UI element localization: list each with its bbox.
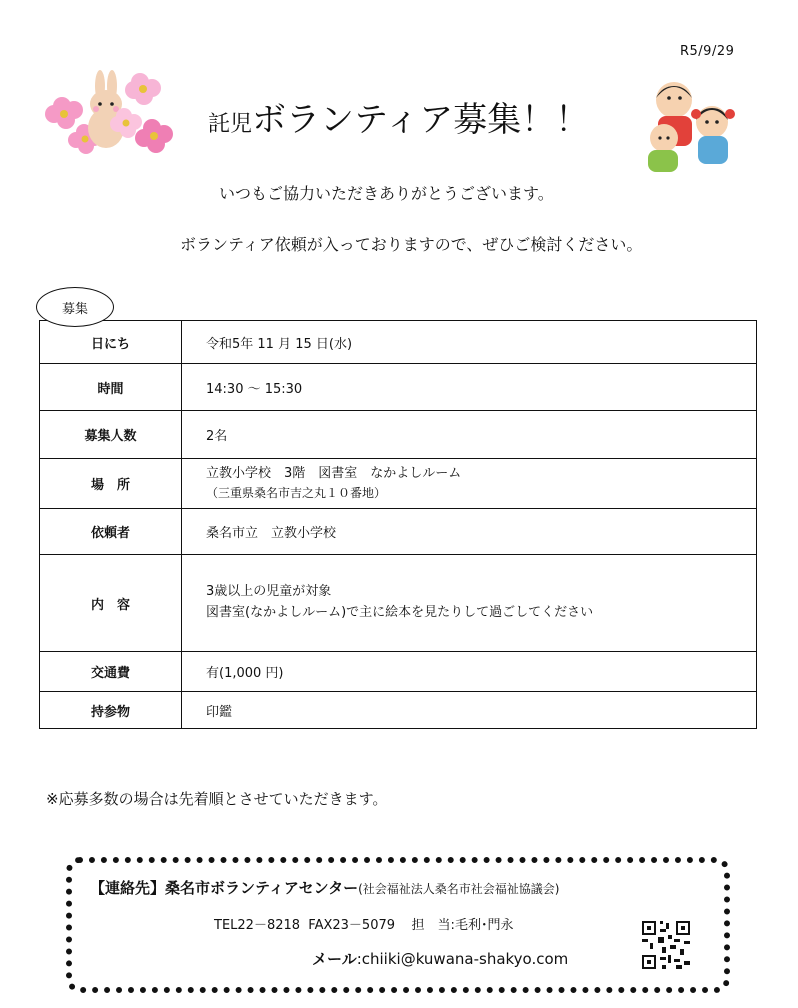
contact-org: (社会福祉法人桑名市社会福祉協議会)	[358, 882, 560, 896]
title-prefix: 託児	[208, 112, 253, 137]
contact-heading	[90, 877, 559, 898]
content-line-2: 図書室(なかよしルーム)で主に絵本を見たりして過ごしてください	[206, 605, 594, 620]
intro-greeting: いつもご協力いただきありがとうございます。	[219, 184, 554, 203]
contact-mail: :chiiki@kuwana-shakyo.com	[356, 950, 569, 968]
contact-heading-label: 【連絡先】	[90, 879, 166, 897]
fare-label: 交通費	[40, 652, 182, 692]
recruit-badge: 募集	[36, 287, 114, 327]
count-value: 2名	[182, 411, 757, 459]
contact-mail-label: メール	[312, 950, 357, 968]
document-date: R5/9/29	[680, 44, 735, 59]
items-label: 持参物	[40, 692, 182, 729]
table-row-time	[40, 364, 757, 411]
info-table	[39, 320, 757, 729]
content-line-1: 3歳以上の児童が対象	[206, 584, 332, 600]
place-cell	[182, 459, 757, 509]
intro-request: ボランティア依頼が入っておりますので、ぜひご検討ください。	[180, 235, 643, 254]
contact-mail-line	[312, 948, 568, 969]
contact-staff-label: 担 当:	[411, 918, 455, 933]
items-value: 印鑑	[182, 692, 757, 729]
table-row-fare	[40, 652, 757, 692]
table-row-place	[40, 459, 757, 509]
table-row-count	[40, 411, 757, 459]
contact-staff: 毛利･門永	[454, 918, 514, 933]
place-address: （三重県桑名市吉之丸１０番地）	[206, 486, 387, 501]
fare-value: 有(1,000 円)	[182, 652, 757, 692]
qr-code-icon	[640, 919, 692, 971]
date-label: 日にち	[40, 321, 182, 364]
content-cell	[182, 555, 757, 652]
date-value: 令和5年 11 月 15 日(水)	[182, 321, 757, 364]
title-main: ボランティア募集！！	[252, 100, 590, 140]
place-value: 立教小学校 3階 図書室 なかよしルーム	[206, 465, 462, 481]
requester-value: 桑名市立 立教小学校	[182, 509, 757, 555]
contact-center-name: 桑名市ボランティアセンター	[165, 879, 359, 897]
requester-label: 依頼者	[40, 509, 182, 555]
table-row-date	[40, 321, 757, 364]
application-note: ※応募多数の場合は先着順とさせていただきます。	[46, 790, 388, 808]
table-row-content	[40, 555, 757, 652]
time-value: 14:30 ～ 15:30	[182, 364, 757, 411]
place-label: 場 所	[40, 459, 182, 509]
contact-phone-line	[214, 914, 513, 933]
bunny-flowers-icon	[44, 62, 176, 154]
content-label: 内 容	[40, 555, 182, 652]
contact-tel: TEL22－8218	[214, 918, 301, 933]
table-row-requester	[40, 509, 757, 555]
contact-fax: FAX23－5079	[308, 918, 396, 933]
time-label: 時間	[40, 364, 182, 411]
table-row-items	[40, 692, 757, 729]
page-title	[208, 92, 589, 141]
children-icon	[636, 76, 740, 178]
count-label: 募集人数	[40, 411, 182, 459]
